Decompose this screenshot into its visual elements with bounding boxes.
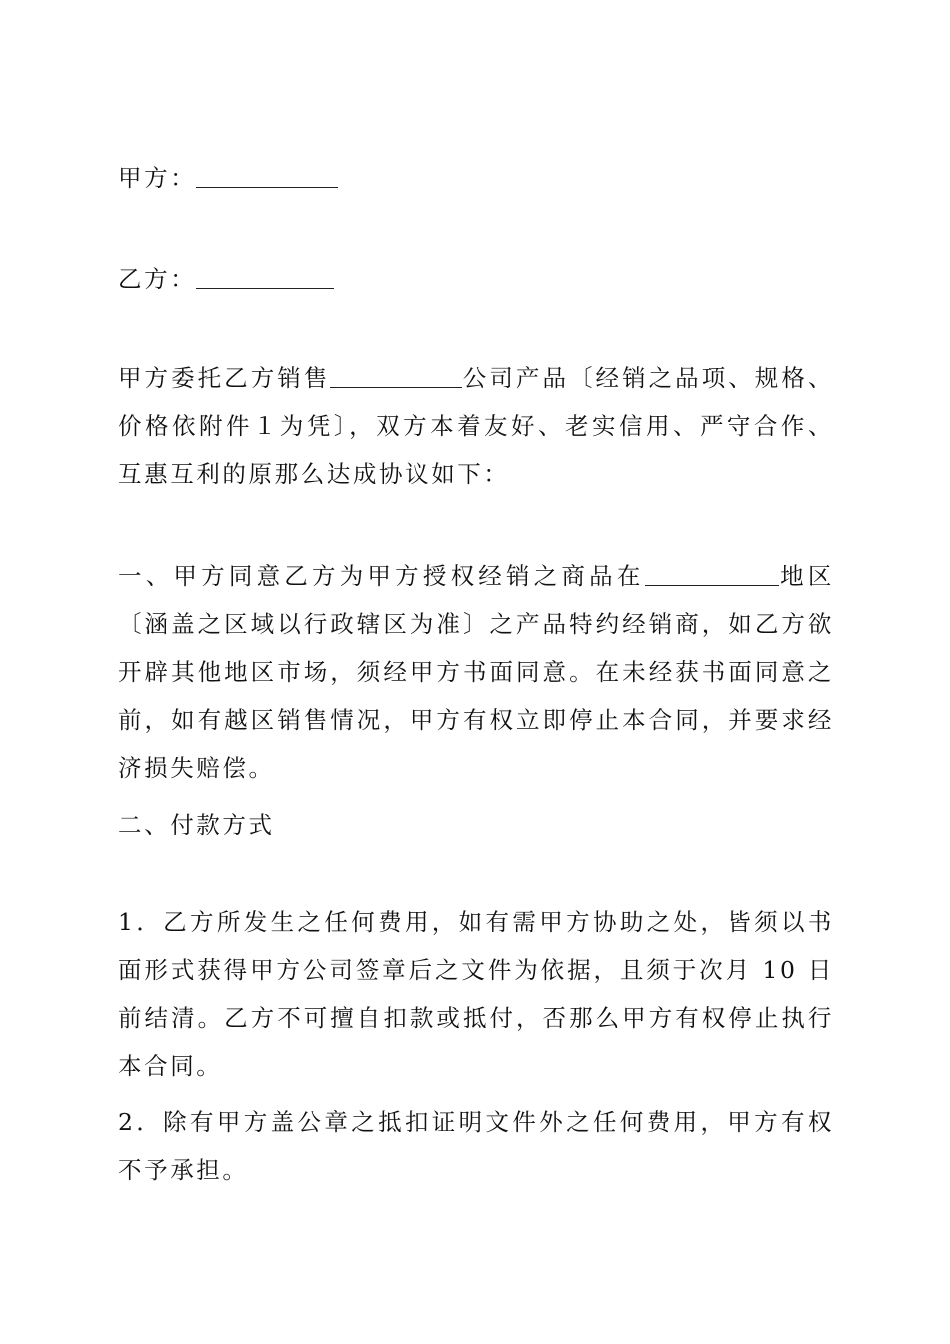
region-blank	[645, 560, 779, 587]
clause-1-text-1: 一、甲方同意乙方为甲方授权经销之商品在	[118, 562, 645, 590]
party-a-line	[118, 154, 834, 202]
company-blank	[330, 362, 462, 389]
payment-item-1	[118, 898, 834, 1090]
party-b-blank	[196, 263, 334, 290]
party-a-blank	[196, 162, 338, 189]
clause-1-paragraph	[118, 552, 834, 792]
intro-paragraph	[118, 354, 834, 498]
party-b-line	[118, 255, 834, 303]
payment-item-1-text: 1．乙方所发生之任何费用，如有需甲方协助之处，皆须以书面形式获得甲方公司签章后之文件为依据，且须于次月 10 日前结清。乙方不可擅自扣款或抵付，否那么甲方有权停止执行本合同。	[118, 908, 834, 1080]
intro-text-2: 公司产品〔经销之品项、规格、价格依附件１为凭〕，双方本着友好、老实信用、严守合作、互惠互利的原那么达成协议如下：	[118, 364, 834, 488]
clause-2-heading	[118, 801, 834, 849]
payment-item-2-text: 2．除有甲方盖公章之抵扣证明文件外之任何费用，甲方有权不予承担。	[118, 1108, 834, 1184]
party-a-label: 甲方：	[118, 164, 197, 192]
clause-2-heading-text: 二、付款方式	[118, 811, 275, 839]
payment-item-2	[118, 1098, 834, 1194]
intro-text-1: 甲方委托乙方销售	[118, 364, 331, 392]
clause-1-text-2: 地区〔涵盖之区域以行政辖区为准〕之产品特约经销商，如乙方欲开辟其他地区市场，须经甲方书面同意。在未经获书面同意之前，如有越区销售情况，甲方有权立即停止本合同，并要求经济损失赔偿。	[118, 562, 834, 782]
party-b-label: 乙方：	[118, 265, 197, 293]
